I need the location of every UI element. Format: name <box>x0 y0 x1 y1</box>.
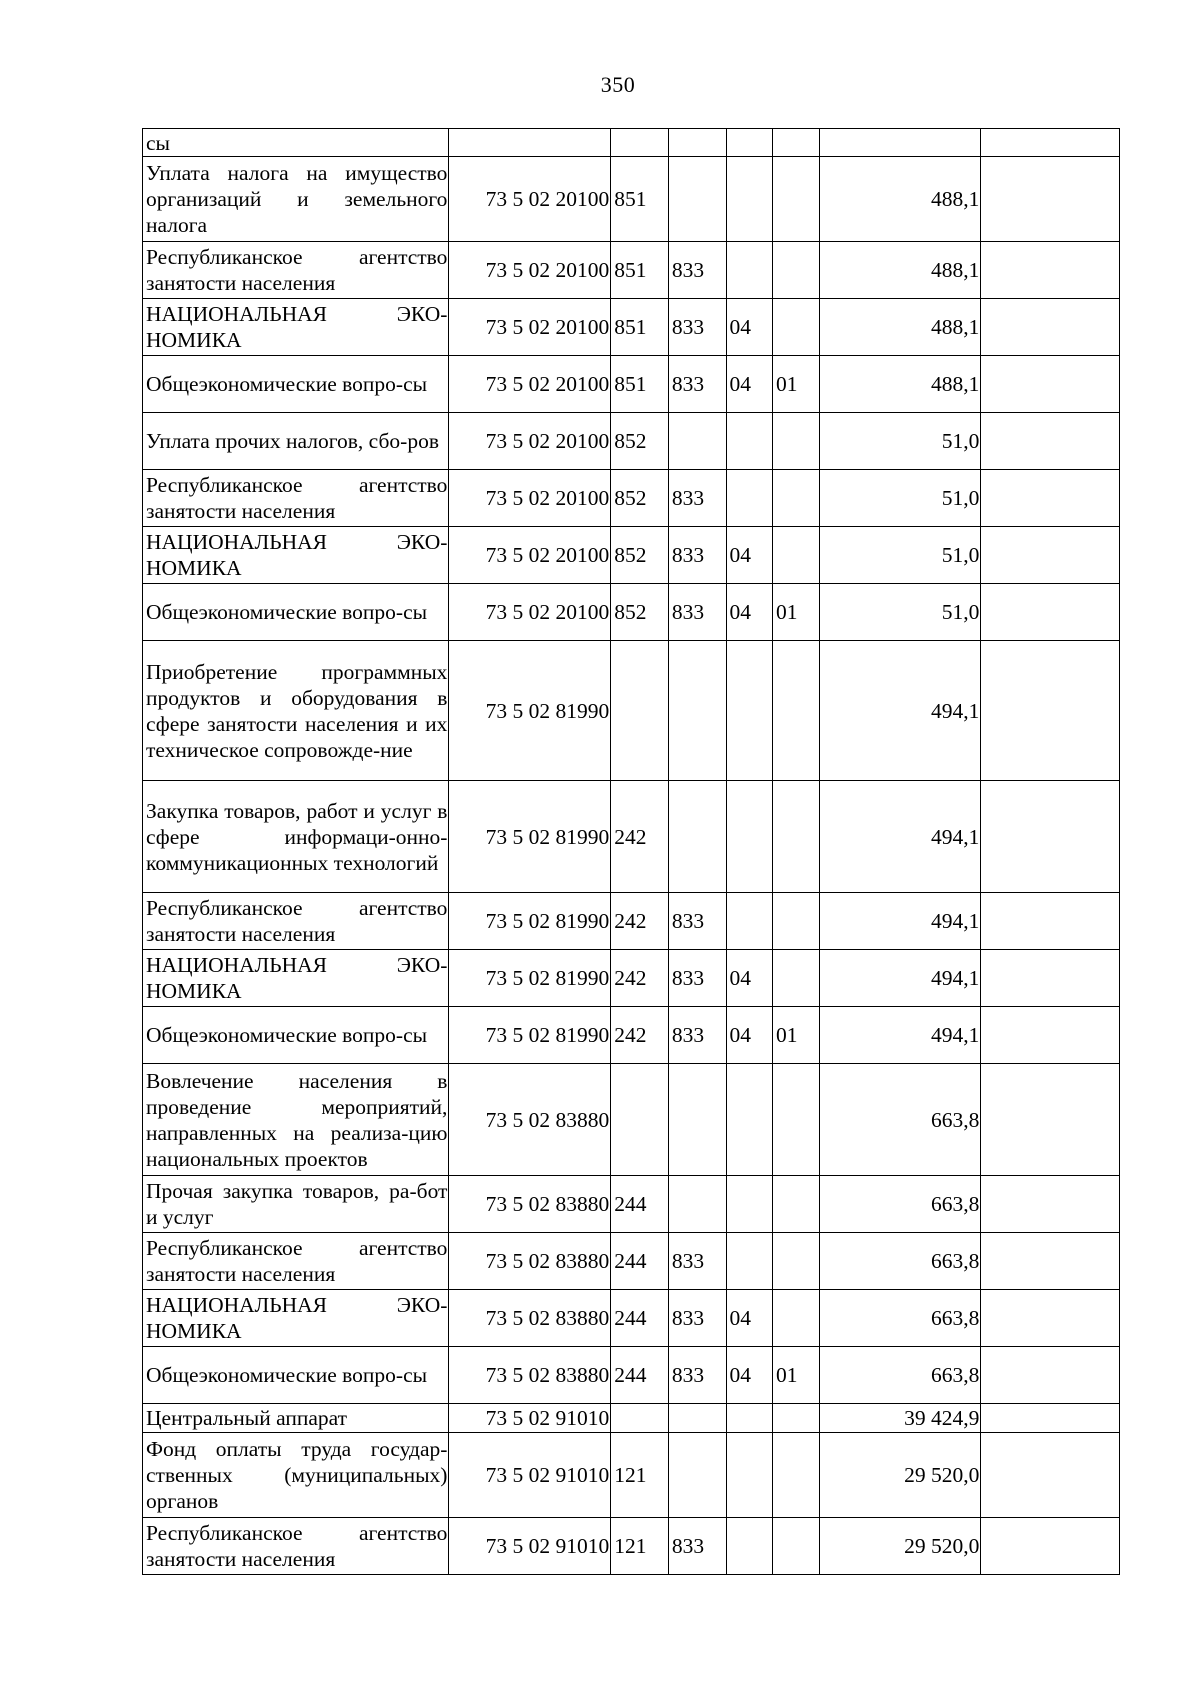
cell-subsection <box>773 527 820 584</box>
cell-target-article: 73 5 02 20100 <box>449 527 611 584</box>
cell-amount: 29 520,0 <box>819 1518 981 1575</box>
cell-subsection <box>773 413 820 470</box>
table-row <box>143 781 1120 893</box>
table-row <box>143 157 1120 242</box>
table-row <box>143 893 1120 950</box>
cell-name: Общеэкономические вопро-сы <box>143 356 449 413</box>
cell-amount: 663,8 <box>819 1347 981 1404</box>
cell-empty <box>981 356 1120 413</box>
cell-expense-type: 244 <box>611 1233 669 1290</box>
cell-expense-type <box>611 1064 669 1176</box>
cell-empty <box>981 413 1120 470</box>
table-row <box>143 1233 1120 1290</box>
cell-target-article: 73 5 02 83880 <box>449 1347 611 1404</box>
cell-name: Приобретение программных продуктов и оборудования в сфере занятости населения и их техническое сопровожде-ние <box>143 641 449 781</box>
cell-target-article: 73 5 02 83880 <box>449 1064 611 1176</box>
cell-ministry-code <box>668 129 726 157</box>
cell-name: Республиканское агентство занятости населения <box>143 1233 449 1290</box>
table-body <box>143 129 1120 1575</box>
cell-expense-type <box>611 641 669 781</box>
cell-name: Общеэкономические вопро-сы <box>143 1347 449 1404</box>
cell-section <box>726 893 773 950</box>
cell-name: Республиканское агентство занятости населения <box>143 470 449 527</box>
cell-expense-type: 852 <box>611 470 669 527</box>
cell-expense-type: 852 <box>611 413 669 470</box>
cell-name: Общеэкономические вопро-сы <box>143 584 449 641</box>
cell-section <box>726 1433 773 1518</box>
cell-name: НАЦИОНАЛЬНАЯ ЭКО-НОМИКА <box>143 950 449 1007</box>
cell-target-article: 73 5 02 91010 <box>449 1404 611 1433</box>
cell-amount: 494,1 <box>819 781 981 893</box>
cell-section <box>726 781 773 893</box>
cell-name: Фонд оплаты труда государ-ственных (муниципальных) органов <box>143 1433 449 1518</box>
cell-expense-type: 242 <box>611 893 669 950</box>
cell-empty <box>981 1433 1120 1518</box>
cell-empty <box>981 242 1120 299</box>
cell-amount: 494,1 <box>819 1007 981 1064</box>
cell-section <box>726 242 773 299</box>
cell-name: Общеэкономические вопро-сы <box>143 1007 449 1064</box>
cell-amount: 494,1 <box>819 893 981 950</box>
cell-expense-type: 244 <box>611 1347 669 1404</box>
cell-subsection <box>773 470 820 527</box>
cell-ministry-code <box>668 641 726 781</box>
cell-subsection <box>773 1233 820 1290</box>
cell-section <box>726 1518 773 1575</box>
cell-amount: 51,0 <box>819 527 981 584</box>
cell-ministry-code: 833 <box>668 584 726 641</box>
cell-subsection: 01 <box>773 356 820 413</box>
cell-subsection <box>773 950 820 1007</box>
table-row <box>143 129 1120 157</box>
cell-target-article: 73 5 02 83880 <box>449 1176 611 1233</box>
cell-expense-type: 121 <box>611 1433 669 1518</box>
cell-name: Уплата налога на имущество организаций и земельного налога <box>143 157 449 242</box>
table-row <box>143 1176 1120 1233</box>
cell-section <box>726 1176 773 1233</box>
cell-empty <box>981 781 1120 893</box>
cell-expense-type: 244 <box>611 1290 669 1347</box>
table-row <box>143 1518 1120 1575</box>
cell-target-article: 73 5 02 81990 <box>449 1007 611 1064</box>
cell-ministry-code: 833 <box>668 1518 726 1575</box>
cell-empty <box>981 1347 1120 1404</box>
cell-section: 04 <box>726 527 773 584</box>
cell-target-article: 73 5 02 20100 <box>449 356 611 413</box>
cell-ministry-code <box>668 1404 726 1433</box>
cell-expense-type: 244 <box>611 1176 669 1233</box>
cell-amount: 663,8 <box>819 1233 981 1290</box>
page-number: 350 <box>600 72 636 97</box>
cell-subsection <box>773 242 820 299</box>
cell-subsection <box>773 1064 820 1176</box>
cell-expense-type <box>611 129 669 157</box>
cell-section: 04 <box>726 1007 773 1064</box>
cell-empty <box>981 950 1120 1007</box>
cell-amount: 29 520,0 <box>819 1433 981 1518</box>
cell-ministry-code <box>668 157 726 242</box>
cell-section <box>726 641 773 781</box>
table-row <box>143 527 1120 584</box>
cell-subsection <box>773 1404 820 1433</box>
table-row <box>143 1404 1120 1433</box>
cell-amount: 51,0 <box>819 470 981 527</box>
cell-subsection <box>773 299 820 356</box>
cell-section: 04 <box>726 299 773 356</box>
table-row <box>143 413 1120 470</box>
cell-section <box>726 1233 773 1290</box>
cell-section <box>726 413 773 470</box>
cell-target-article: 73 5 02 20100 <box>449 470 611 527</box>
cell-subsection: 01 <box>773 1347 820 1404</box>
cell-section <box>726 157 773 242</box>
cell-target-article <box>449 129 611 157</box>
cell-empty <box>981 470 1120 527</box>
cell-empty <box>981 299 1120 356</box>
cell-ministry-code: 833 <box>668 470 726 527</box>
cell-amount: 494,1 <box>819 641 981 781</box>
cell-ministry-code <box>668 413 726 470</box>
cell-name: Закупка товаров, работ и услуг в сфере информаци-онно-коммуникационных технологий <box>143 781 449 893</box>
cell-empty <box>981 1176 1120 1233</box>
cell-expense-type: 851 <box>611 299 669 356</box>
cell-ministry-code: 833 <box>668 527 726 584</box>
cell-ministry-code: 833 <box>668 1347 726 1404</box>
cell-name: сы <box>143 129 449 157</box>
cell-name: Прочая закупка товаров, ра-бот и услуг <box>143 1176 449 1233</box>
cell-expense-type: 121 <box>611 1518 669 1575</box>
cell-amount: 488,1 <box>819 356 981 413</box>
cell-target-article: 73 5 02 20100 <box>449 157 611 242</box>
cell-ministry-code <box>668 781 726 893</box>
cell-target-article: 73 5 02 20100 <box>449 242 611 299</box>
cell-name: НАЦИОНАЛЬНАЯ ЭКО-НОМИКА <box>143 527 449 584</box>
cell-amount: 488,1 <box>819 242 981 299</box>
table-row <box>143 1007 1120 1064</box>
table-row <box>143 584 1120 641</box>
cell-name: Республиканское агентство занятости населения <box>143 242 449 299</box>
cell-target-article: 73 5 02 91010 <box>449 1433 611 1518</box>
cell-section: 04 <box>726 356 773 413</box>
cell-expense-type: 851 <box>611 157 669 242</box>
cell-target-article: 73 5 02 81990 <box>449 893 611 950</box>
cell-target-article: 73 5 02 81990 <box>449 641 611 781</box>
table-row <box>143 1290 1120 1347</box>
cell-name: НАЦИОНАЛЬНАЯ ЭКО-НОМИКА <box>143 1290 449 1347</box>
cell-empty <box>981 1064 1120 1176</box>
cell-ministry-code: 833 <box>668 356 726 413</box>
cell-empty <box>981 1233 1120 1290</box>
cell-amount <box>819 129 981 157</box>
cell-expense-type: 242 <box>611 950 669 1007</box>
cell-expense-type: 852 <box>611 527 669 584</box>
cell-expense-type: 851 <box>611 242 669 299</box>
cell-section <box>726 129 773 157</box>
cell-name: Уплата прочих налогов, сбо-ров <box>143 413 449 470</box>
cell-ministry-code <box>668 1064 726 1176</box>
cell-ministry-code: 833 <box>668 1233 726 1290</box>
cell-expense-type: 242 <box>611 781 669 893</box>
table-row <box>143 641 1120 781</box>
cell-ministry-code: 833 <box>668 242 726 299</box>
cell-empty <box>981 893 1120 950</box>
cell-expense-type: 242 <box>611 1007 669 1064</box>
cell-section: 04 <box>726 1290 773 1347</box>
cell-empty <box>981 641 1120 781</box>
cell-section: 04 <box>726 950 773 1007</box>
cell-subsection: 01 <box>773 1007 820 1064</box>
cell-subsection <box>773 157 820 242</box>
cell-amount: 39 424,9 <box>819 1404 981 1433</box>
cell-subsection: 01 <box>773 584 820 641</box>
cell-amount: 488,1 <box>819 157 981 242</box>
cell-section: 04 <box>726 584 773 641</box>
cell-empty <box>981 584 1120 641</box>
cell-target-article: 73 5 02 83880 <box>449 1233 611 1290</box>
cell-subsection <box>773 1176 820 1233</box>
cell-ministry-code: 833 <box>668 299 726 356</box>
table-row <box>143 1347 1120 1404</box>
cell-amount: 488,1 <box>819 299 981 356</box>
cell-empty <box>981 1518 1120 1575</box>
cell-ministry-code <box>668 1433 726 1518</box>
cell-empty <box>981 129 1120 157</box>
cell-amount: 51,0 <box>819 584 981 641</box>
cell-subsection <box>773 129 820 157</box>
cell-subsection <box>773 781 820 893</box>
cell-subsection <box>773 641 820 781</box>
cell-section: 04 <box>726 1347 773 1404</box>
cell-expense-type: 852 <box>611 584 669 641</box>
table-row <box>143 470 1120 527</box>
cell-name: Республиканское агентство занятости населения <box>143 893 449 950</box>
cell-empty <box>981 1007 1120 1064</box>
table-row <box>143 1064 1120 1176</box>
cell-empty <box>981 527 1120 584</box>
cell-name: НАЦИОНАЛЬНАЯ ЭКО-НОМИКА <box>143 299 449 356</box>
cell-ministry-code: 833 <box>668 1007 726 1064</box>
cell-name: Центральный аппарат <box>143 1404 449 1433</box>
cell-target-article: 73 5 02 91010 <box>449 1518 611 1575</box>
cell-empty <box>981 157 1120 242</box>
cell-amount: 494,1 <box>819 950 981 1007</box>
cell-target-article: 73 5 02 20100 <box>449 299 611 356</box>
table-row <box>143 950 1120 1007</box>
cell-subsection <box>773 1290 820 1347</box>
cell-target-article: 73 5 02 20100 <box>449 584 611 641</box>
cell-section <box>726 470 773 527</box>
cell-amount: 663,8 <box>819 1290 981 1347</box>
cell-target-article: 73 5 02 81990 <box>449 781 611 893</box>
cell-section <box>726 1404 773 1433</box>
table-row <box>143 299 1120 356</box>
cell-expense-type <box>611 1404 669 1433</box>
table-row <box>143 356 1120 413</box>
cell-subsection <box>773 893 820 950</box>
cell-subsection <box>773 1433 820 1518</box>
cell-section <box>726 1064 773 1176</box>
cell-subsection <box>773 1518 820 1575</box>
cell-ministry-code: 833 <box>668 893 726 950</box>
cell-ministry-code: 833 <box>668 1290 726 1347</box>
table-row <box>143 242 1120 299</box>
cell-name: Вовлечение населения в проведение мероприятий, направленных на реализа-цию национальных проектов <box>143 1064 449 1176</box>
cell-target-article: 73 5 02 20100 <box>449 413 611 470</box>
cell-ministry-code <box>668 1176 726 1233</box>
cell-empty <box>981 1290 1120 1347</box>
cell-target-article: 73 5 02 81990 <box>449 950 611 1007</box>
table-row <box>143 1433 1120 1518</box>
budget-table <box>142 128 1120 1575</box>
cell-amount: 663,8 <box>819 1176 981 1233</box>
cell-name: Республиканское агентство занятости населения <box>143 1518 449 1575</box>
cell-empty <box>981 1404 1120 1433</box>
cell-amount: 663,8 <box>819 1064 981 1176</box>
cell-amount: 51,0 <box>819 413 981 470</box>
cell-target-article: 73 5 02 83880 <box>449 1290 611 1347</box>
cell-expense-type: 851 <box>611 356 669 413</box>
cell-ministry-code: 833 <box>668 950 726 1007</box>
